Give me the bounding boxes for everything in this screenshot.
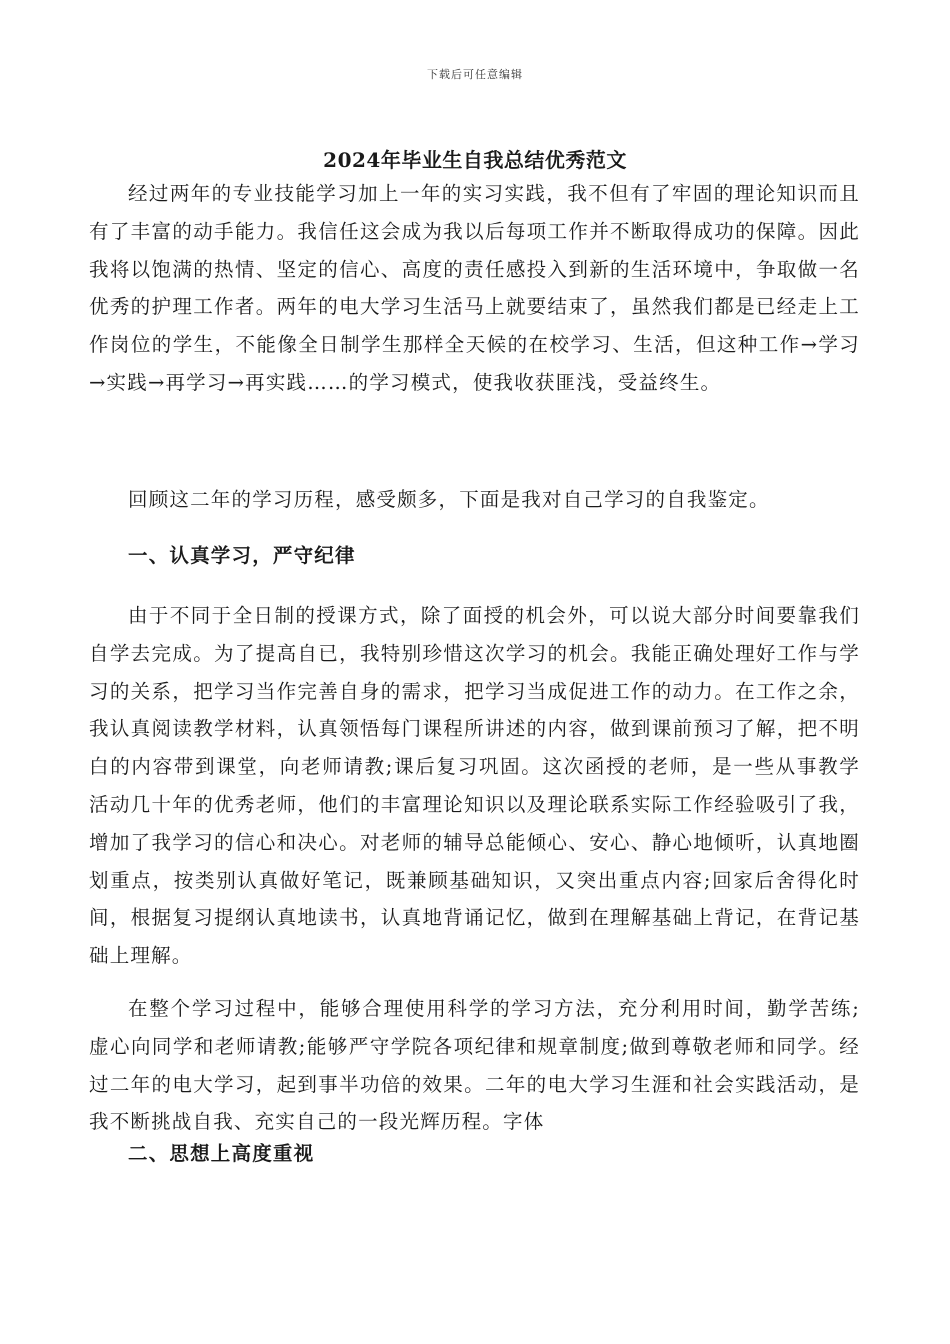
document-title: 2024年毕业生自我总结优秀范文 <box>323 148 627 172</box>
paragraph-study: 由于不同于全日制的授课方式，除了面授的机会外，可以说大部分时间要靠我们自学去完成。为了提高自已，我特别珍惜这次学习的机会。我能正确处理好工作与学习的关系，把学习当作完善自身的需求，把学习当成促进工作的动力。在工作之余，我认真阅读教学材料，认真领悟每门课程所讲述的内容，做到课前预习了解，把不明白的内容带到课堂，向老师请教;课后复习巩固。这次函授的老师，是一些从事教学活动几十年的优秀老师，他们的丰富理论知识以及理论联系实际工作经验吸引了我，增加了我学习的信心和决心。对老师的辅导总能倾心、安心、静心地倾听，认真地圈划重点，按类别认真做好笔记，既兼顾基础知识，又突出重点内容;回家后舍得化时间，根据复习提纲认真地读书，认真地背诵记忆，做到在理解基础上背记，在背记基础上理解。 <box>89 604 860 968</box>
paragraph-intro: 经过两年的专业技能学习加上一年的实习实践，我不但有了牢固的理论知识而且有了丰富的动手能力。我信任这会成为我以后每项工作并不断取得成功的保障。因此我将以饱满的热情、坚定的信心、高度的责任感投入到新的生活环境中，争取做一名优秀的护理工作者。两年的电大学习生活马上就要结束了，虽然我们都是已经走上工作岗位的学生，不能像全日制学生那样全天候的在校学习、生活，但这种工作→学习→实践→再学习→再实践……的学习模式，使我收获匪浅，受益终生。 <box>89 182 860 394</box>
section-heading-2: 二、思想上高度重视 <box>128 1142 315 1165</box>
header-note: 下载后可任意编辑 <box>427 68 523 81</box>
paragraph-review: 回顾这二年的学习历程，感受颇多，下面是我对自己学习的自我鉴定。 <box>128 488 770 511</box>
section-heading-1: 一、认真学习，严守纪律 <box>128 544 356 567</box>
paragraph-method: 在整个学习过程中，能够合理使用科学的学习方法，充分利用时间，勤学苦练;虚心向同学和老师请教;能够严守学院各项纪律和规章制度;做到尊敬老师和同学。经过二年的电大学习，起到事半功倍的效果。二年的电大学习生涯和社会实践活动，是我不断挑战自我、充实自己的一段光辉历程。字体 <box>89 997 860 1134</box>
